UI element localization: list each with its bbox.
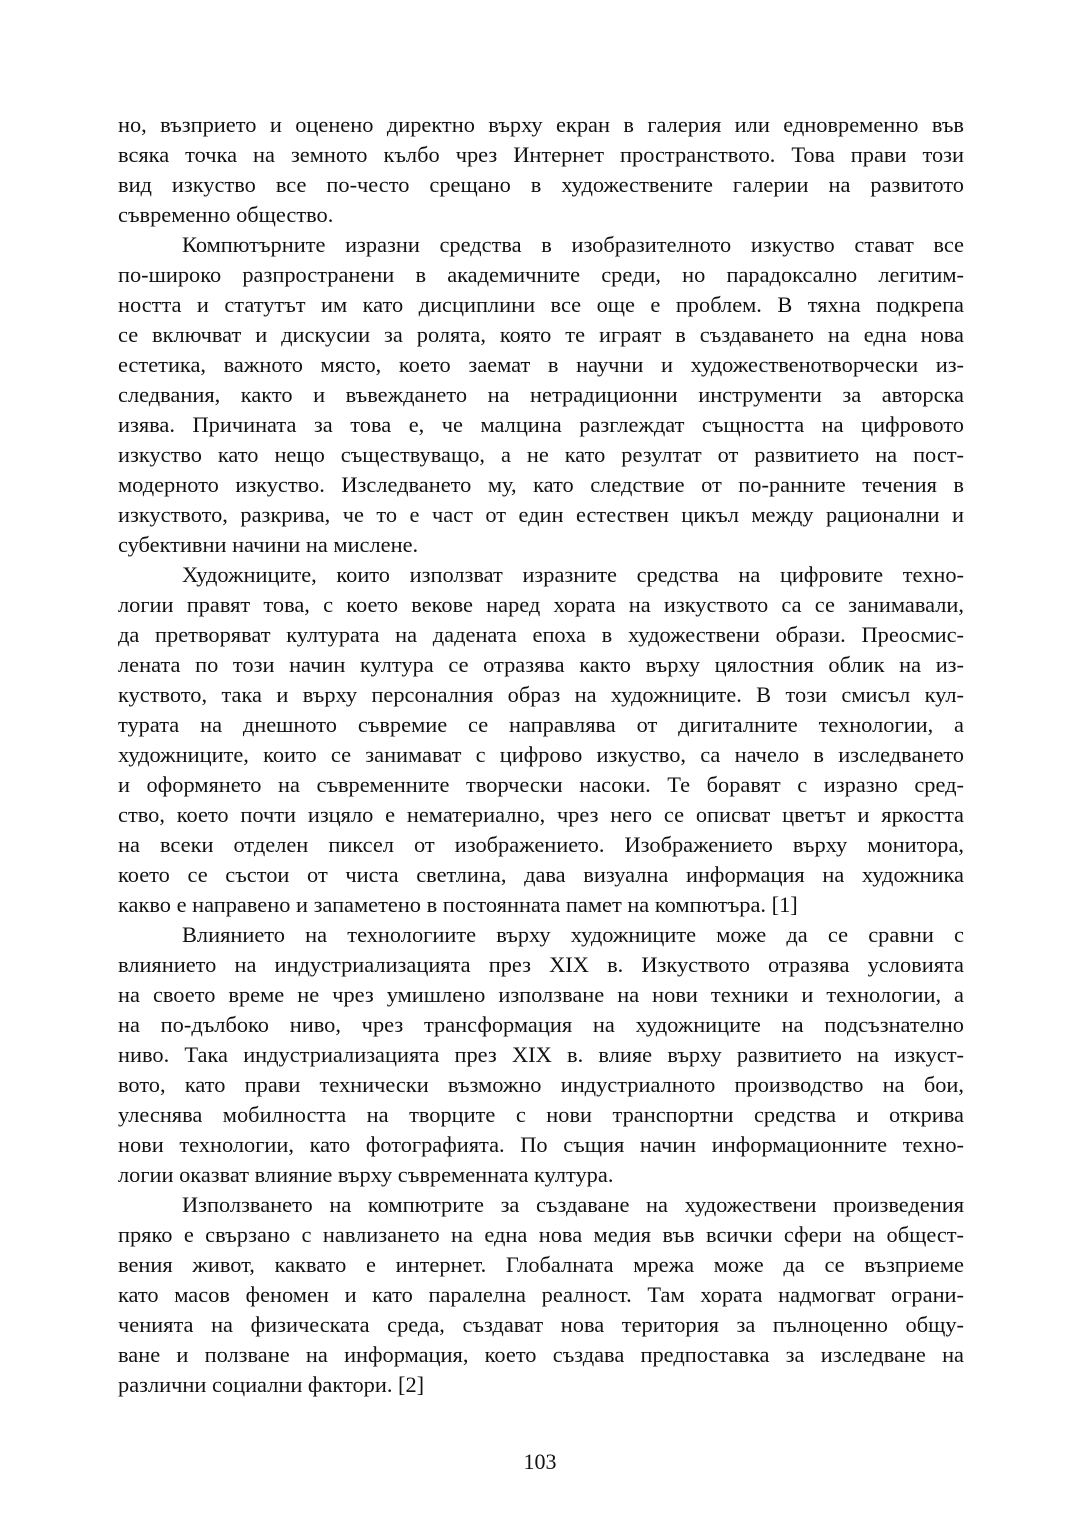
text-line: естетика, важното място, което заемат в научни и художественотворчески из-	[118, 352, 964, 377]
text-line: различни социални фактори. [2]	[118, 1372, 425, 1397]
text-line: всяка точка на земното кълбо чрез Интернет пространството. Това прави този	[118, 142, 964, 167]
text-line: турата на днешното съвремие се направлява от дигиталните технологии, а	[118, 712, 964, 737]
text-line: ниво. Така индустриализацията през XIX в. влияе върху развитието на изкуст-	[118, 1042, 964, 1067]
text-line: на всеки отделен пиксел от изображението. Изображението върху монитора,	[118, 832, 964, 857]
text-line: на своето време не чрез умишлено използване на нови техники и технологии, а	[118, 982, 964, 1007]
text-line: ността и статутът им като дисциплини все още е проблем. В тяхна подкрепа	[118, 292, 964, 317]
text-line: нови технологии, като фотографията. По същия начин информационните техно-	[118, 1132, 964, 1157]
text-line: изкуство като нещо съществуващо, а не като резултат от развитието на пост-	[118, 442, 964, 467]
text-line: Използването на компютрите за създаване на художествени произведения	[182, 1192, 964, 1217]
text-line: съвременно общество.	[118, 202, 334, 227]
text-line: и оформянето на съвременните творчески насоки. Те боравят с изразно сред-	[118, 772, 964, 797]
text-line: Художниците, които използват изразните средства на цифровите техно-	[182, 562, 964, 587]
text-line: Компютърните изразни средства в изобразителното изкуство стават все	[182, 232, 964, 257]
text-line: влиянието на индустриализацията през XIX в. Изкуството отразява условията	[118, 952, 964, 977]
text-line: вения живот, каквато е интернет. Глобалната мрежа може да се възприеме	[118, 1252, 964, 1277]
text-line: вид изкуство все по-често срещано в художествените галерии на развитото	[118, 172, 964, 197]
page-number: 103	[523, 1449, 557, 1474]
text-line: на по-дълбоко ниво, чрез трансформация на художниците на подсъзнателно	[118, 1012, 964, 1037]
text-line: се включват и дискусии за ролята, която те играят в създаването на една нова	[118, 322, 964, 347]
text-line: логии правят това, с което векове наред хората на изкуството са се занимавали,	[118, 592, 964, 617]
paragraph-5	[118, 1190, 964, 1400]
paragraph-1	[118, 110, 964, 230]
text-line: изява. Причината за това е, че малцина разглеждат същността на цифровото	[118, 412, 964, 437]
text-line: модерното изкуство. Изследването му, като следствие от по-ранните течения в	[118, 472, 964, 497]
text-line: улеснява мобилността на творците с нови транспортни средства и открива	[118, 1102, 964, 1127]
text-line: изкуството, разкрива, че то е част от един естествен цикъл между рационални и	[118, 502, 964, 527]
text-line: ченията на физическата среда, създават нова територия за пълноценно общу-	[118, 1312, 964, 1337]
text-line: художниците, които се занимават с цифрово изкуство, са начело в изследването	[118, 742, 964, 767]
text-line: следвания, както и въвеждането на нетрадиционни инструменти за авторска	[118, 382, 964, 407]
text-line: куството, така и върху персоналния образ на художниците. В този смисъл кул-	[118, 682, 964, 707]
text-line: ване и ползване на информация, което създава предпоставка за изследване на	[118, 1342, 964, 1367]
text-line: логии оказват влияние върху съвременната култура.	[118, 1162, 614, 1187]
text-line: но, възприето и оценено директно върху екран в галерия или едновременно във	[118, 112, 964, 137]
text-line: пряко е свързано с навлизането на една нова медия във всички сфери на общест-	[118, 1222, 964, 1247]
text-line: като масов феномен и като паралелна реалност. Там хората надмогват ограни-	[118, 1282, 964, 1307]
paragraph-2	[118, 230, 964, 560]
paragraph-3	[118, 560, 964, 920]
document-body	[118, 110, 964, 1400]
text-line: да претворяват културата на дадената епоха в художествени образи. Преосмис-	[118, 622, 964, 647]
text-line: ство, което почти изцяло е нематериално, чрез него се описват цветът и яркостта	[118, 802, 964, 827]
text-line: какво е направено и запаметено в постоянната памет на компютъра. [1]	[118, 892, 798, 917]
text-line: което се състои от чиста светлина, дава визуална информация на художника	[118, 862, 964, 887]
text-line: по-широко разпространени в академичните среди, но парадоксално легитим-	[118, 262, 964, 287]
text-line: лената по този начин култура се отразява както върху цялостния облик на из-	[118, 652, 964, 677]
text-line: вото, като прави технически възможно индустриалното производство на бои,	[118, 1072, 964, 1097]
text-line: субективни начини на мислене.	[118, 532, 419, 557]
text-line: Влиянието на технологиите върху художниците може да се сравни с	[182, 922, 964, 947]
paragraph-4	[118, 920, 964, 1190]
